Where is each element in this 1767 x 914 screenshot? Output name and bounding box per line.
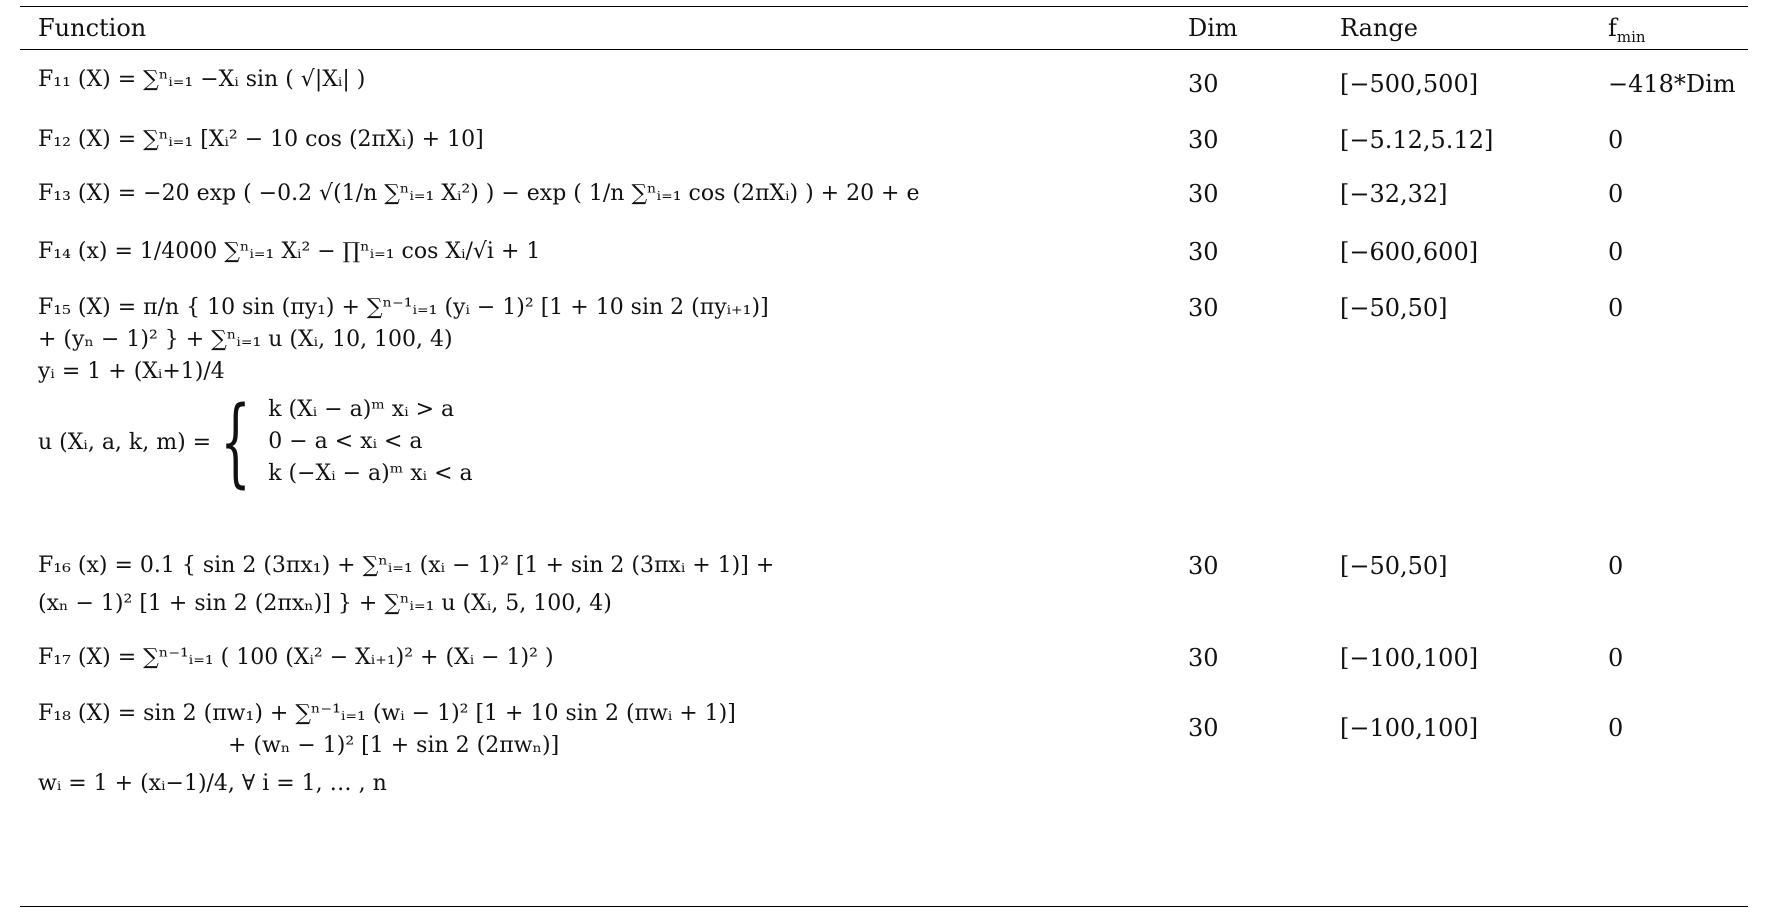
fmin-cell: 0: [1608, 552, 1624, 580]
range-cell: [−100,100]: [1340, 714, 1479, 742]
header-fmin: [1608, 14, 1646, 45]
piecewise-definition: [38, 386, 1148, 498]
function-cell: [38, 178, 1148, 210]
formula-line: F₁₈ (X) = sin 2 (πw₁) + ∑ⁿ⁻¹ᵢ₌₁ (wᵢ − 1)² [1 + 10 sin 2 (πwᵢ + 1)]: [38, 701, 736, 726]
piecewise-label: u (Xᵢ, a, k, m) =: [38, 429, 212, 455]
range-cell: [−5.12,5.12]: [1340, 126, 1494, 154]
header-dim: Dim: [1188, 14, 1238, 42]
function-cell: [38, 124, 1148, 156]
piecewise-case: k (Xᵢ − a)ᵐ xᵢ > a: [268, 397, 455, 422]
range-cell: [−600,600]: [1340, 238, 1479, 266]
function-cell: [38, 236, 1148, 268]
function-cell: [38, 642, 1148, 674]
range-cell: [−32,32]: [1340, 180, 1448, 208]
header-fmin-main: f: [1608, 14, 1617, 42]
dim-cell: 30: [1188, 644, 1219, 672]
function-cell: [38, 550, 1148, 620]
fmin-cell: 0: [1608, 644, 1624, 672]
left-brace-icon: {: [220, 386, 251, 498]
formula-line: F₁₁ (X) = ∑ⁿᵢ₌₁ −Xᵢ sin ( √|Xᵢ| ): [38, 67, 366, 92]
header-fmin-sub: min: [1616, 28, 1646, 46]
formula-line: F₁₃ (X) = −20 exp ( −0.2 √(1/n ∑ⁿᵢ₌₁ Xᵢ²) ) − exp ( 1/n ∑ⁿᵢ₌₁ cos (2πXᵢ) ) + 20 + e: [38, 181, 920, 206]
formula-line: yᵢ = 1 + (Xᵢ+1)/4: [38, 359, 225, 384]
formula-line: + (wₙ − 1)² [1 + sin 2 (2πwₙ)]: [228, 733, 560, 758]
fmin-cell: 0: [1608, 180, 1624, 208]
fmin-cell: 0: [1608, 238, 1624, 266]
fmin-cell: 0: [1608, 714, 1624, 742]
header-rule: [20, 49, 1748, 50]
dim-cell: 30: [1188, 294, 1219, 322]
range-cell: [−50,50]: [1340, 294, 1448, 322]
formula-line: + (yₙ − 1)² } + ∑ⁿᵢ₌₁ u (Xᵢ, 10, 100, 4): [38, 327, 453, 352]
formula-line: F₁₆ (x) = 0.1 { sin 2 (3πx₁) + ∑ⁿᵢ₌₁ (xᵢ − 1)² [1 + sin 2 (3πxᵢ + 1)] +: [38, 553, 775, 578]
fmin-cell: 0: [1608, 126, 1624, 154]
range-cell: [−100,100]: [1340, 644, 1479, 672]
formula-line: F₁₄ (x) = 1/4000 ∑ⁿᵢ₌₁ Xᵢ² − ∏ⁿᵢ₌₁ cos Xᵢ/√i + 1: [38, 239, 541, 264]
function-cell: [38, 64, 1148, 96]
header-range: Range: [1340, 14, 1418, 42]
formula-line: wᵢ = 1 + (xᵢ−1)/4, ∀ i = 1, … , n: [38, 771, 387, 796]
formula-line: F₁₇ (X) = ∑ⁿ⁻¹ᵢ₌₁ ( 100 (Xᵢ² − Xᵢ₊₁)² + (Xᵢ − 1)² ): [38, 645, 554, 670]
piecewise-cases: [268, 394, 472, 490]
top-rule: [20, 6, 1748, 7]
piecewise-case: k (−Xᵢ − a)ᵐ xᵢ < a: [268, 461, 473, 486]
dim-cell: 30: [1188, 552, 1219, 580]
function-cell: [38, 292, 1148, 498]
range-cell: [−50,50]: [1340, 552, 1448, 580]
dim-cell: 30: [1188, 70, 1219, 98]
piecewise-case: 0 − a < xᵢ < a: [268, 429, 423, 454]
header-function: Function: [38, 14, 147, 42]
formula-line: (xₙ − 1)² [1 + sin 2 (2πxₙ)] } + ∑ⁿᵢ₌₁ u (Xᵢ, 5, 100, 4): [38, 591, 612, 616]
dim-cell: 30: [1188, 714, 1219, 742]
fmin-cell: 0: [1608, 294, 1624, 322]
formula-line: F₁₂ (X) = ∑ⁿᵢ₌₁ [Xᵢ² − 10 cos (2πXᵢ) + 10]: [38, 127, 484, 152]
formula-line: F₁₅ (X) = π/n { 10 sin (πy₁) + ∑ⁿ⁻¹ᵢ₌₁ (yᵢ − 1)² [1 + 10 sin 2 (πyᵢ₊₁)]: [38, 295, 769, 320]
dim-cell: 30: [1188, 238, 1219, 266]
bottom-rule: [20, 906, 1748, 907]
function-cell: [38, 698, 1148, 800]
dim-cell: 30: [1188, 180, 1219, 208]
range-cell: [−500,500]: [1340, 70, 1479, 98]
fmin-cell: −418*Dim: [1608, 70, 1736, 98]
dim-cell: 30: [1188, 126, 1219, 154]
